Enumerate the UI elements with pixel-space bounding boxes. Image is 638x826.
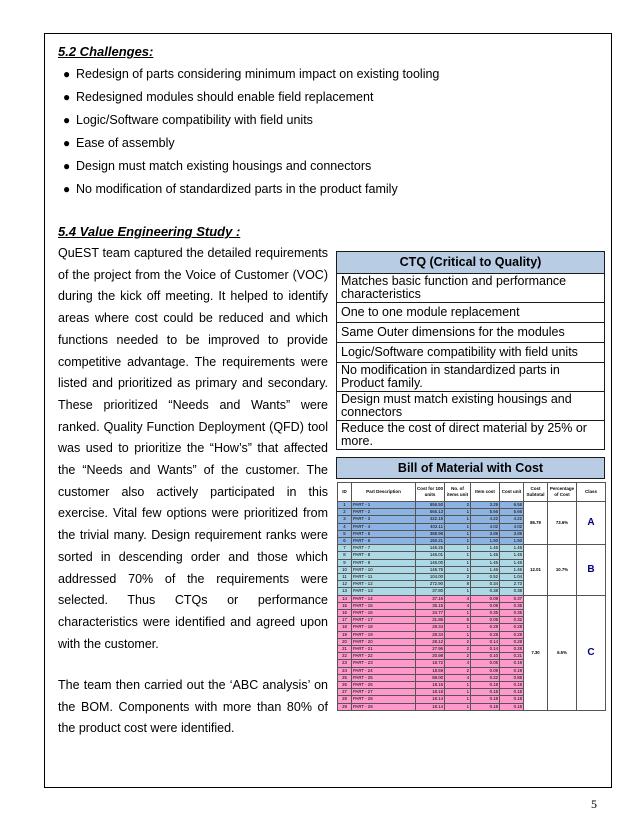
bom-cell-items: 4 xyxy=(445,674,471,681)
bom-cell-item-cost: 0.10 xyxy=(471,653,500,660)
bom-cell-id: 18 xyxy=(338,624,352,631)
bom-cell-unit: 1.46 xyxy=(500,559,524,566)
bom-cell-desc: PART - 7 xyxy=(352,545,416,552)
bom-cell-unit: 0.28 xyxy=(500,638,524,645)
bom-cell-id: 24 xyxy=(338,667,352,674)
bom-cell-id: 13 xyxy=(338,588,352,595)
bom-cell-cost: 556.50 xyxy=(416,502,445,509)
bullet-icon: ● xyxy=(63,90,71,104)
bom-cell-items: 1 xyxy=(445,689,471,696)
bom-cell-unit: 0.35 xyxy=(500,610,524,617)
bom-col-header: Cost Subtotal xyxy=(524,483,548,502)
bom-cell-cost: 18.14 xyxy=(416,703,445,710)
bom-col-header: Percentage of Cost xyxy=(548,483,577,502)
abc-analysis-paragraph: The team then carried out the ‘ABC analysis’ on the BOM. Components with more than 80% of the product cost were identified. xyxy=(58,678,328,736)
bom-cell-id: 10 xyxy=(338,566,352,573)
bom-cell-item-cost: 1.46 xyxy=(471,552,500,559)
bom-cell-desc: PART - 24 xyxy=(352,667,416,674)
bom-cell-unit: 1.46 xyxy=(500,566,524,573)
bom-cell-items: 2 xyxy=(445,502,471,509)
bom-class: C xyxy=(577,595,606,710)
bom-cell-item-cost: 3.29 xyxy=(471,502,500,509)
bom-cell-cost: 150.21 xyxy=(416,538,445,545)
bom-cell-unit: 1.46 xyxy=(500,552,524,559)
page-number: 5 xyxy=(591,797,597,811)
bom-cell-cost: 422.15 xyxy=(416,516,445,523)
bom-cell-cost: 145.75 xyxy=(416,566,445,573)
bom-cell-unit: 0.18 xyxy=(500,689,524,696)
bom-cell-item-cost: 0.35 xyxy=(471,610,500,617)
bom-cell-id: 22 xyxy=(338,653,352,660)
bom-cell-items: 4 xyxy=(445,660,471,667)
bom-col-header: Class xyxy=(577,483,606,502)
table-row xyxy=(338,502,606,509)
bom-cell-cost: 34.77 xyxy=(416,610,445,617)
bom-cell-desc: PART - 4 xyxy=(352,523,416,530)
bom-cell-item-cost: 5.66 xyxy=(471,509,500,516)
bom-cell-id: 3 xyxy=(338,516,352,523)
bom-cell-items: 1 xyxy=(445,588,471,595)
bom-cell-unit: 0.18 xyxy=(500,703,524,710)
bom-cell-items: 1 xyxy=(445,530,471,537)
bom-cell-item-cost: 0.14 xyxy=(471,646,500,653)
bom-cell-item-cost: 0.28 xyxy=(471,631,500,638)
bom-cell-id: 6 xyxy=(338,538,352,545)
bom-cell-unit: 0.19 xyxy=(500,667,524,674)
bullet-icon: ● xyxy=(63,136,71,150)
bom-cell-items: 2 xyxy=(445,646,471,653)
bom-cell-item-cost: 0.09 xyxy=(471,602,500,609)
bom-cell-unit: 6.58 xyxy=(500,502,524,509)
bom-cell-desc: PART - 11 xyxy=(352,574,416,581)
bom-cell-cost: 272.90 xyxy=(416,581,445,588)
bom-cell-cost: 18.72 xyxy=(416,660,445,667)
bom-cell-items: 1 xyxy=(445,509,471,516)
ctq-row: One to one module replacement xyxy=(337,303,605,323)
ctq-row: Design must match existing housings and connectors xyxy=(337,392,605,421)
bom-cell-items: 1 xyxy=(445,559,471,566)
challenge-item: ● Design must match existing housings and connectors xyxy=(63,159,372,173)
bom-cell-cost: 18.14 xyxy=(416,696,445,703)
bom-cell-cost: 88.00 xyxy=(416,674,445,681)
bom-cell-unit: 5.66 xyxy=(500,509,524,516)
bom-col-header: Cost for 100 units xyxy=(416,483,445,502)
bom-cell-id: 4 xyxy=(338,523,352,530)
bom-cell-id: 5 xyxy=(338,530,352,537)
bom-cell-cost: 146.00 xyxy=(416,559,445,566)
bom-cell-items: 1 xyxy=(445,538,471,545)
bom-cell-items: 1 xyxy=(445,516,471,523)
bom-cell-unit: 0.38 xyxy=(500,588,524,595)
ctq-row: No modification in standardized parts in Product family. xyxy=(337,363,605,392)
bom-cell-item-cost: 0.05 xyxy=(471,660,500,667)
bom-cell-items: 1 xyxy=(445,696,471,703)
bom-body xyxy=(338,502,606,711)
bom-col-header: No. of items unit xyxy=(445,483,471,502)
bom-cell-items: 1 xyxy=(445,566,471,573)
bom-cell-desc: PART - 15 xyxy=(352,602,416,609)
bom-cell-cost: 20.98 xyxy=(416,653,445,660)
bom-cell-desc: PART - 26 xyxy=(352,682,416,689)
bom-cell-item-cost: 4.22 xyxy=(471,516,500,523)
bom-title: Bill of Material with Cost xyxy=(336,457,605,479)
bom-cell-cost: 27.96 xyxy=(416,646,445,653)
bom-cell-unit: 1.04 xyxy=(500,574,524,581)
bom-cell-item-cost: 1.46 xyxy=(471,559,500,566)
bom-cell-item-cost: 4.02 xyxy=(471,523,500,530)
bom-cell-cost: 18.16 xyxy=(416,682,445,689)
bom-cell-items: 2 xyxy=(445,653,471,660)
bom-cell-item-cost: 0.18 xyxy=(471,689,500,696)
bom-cell-desc: PART - 19 xyxy=(352,631,416,638)
bom-cell-cost: 104.00 xyxy=(416,574,445,581)
bom-cell-item-cost: 1.46 xyxy=(471,545,500,552)
challenge-item: ● Logic/Software compatibility with field units xyxy=(63,113,313,127)
bom-cell-desc: PART - 3 xyxy=(352,516,416,523)
ctq-row: Matches basic function and performance characteristics xyxy=(337,274,605,303)
bom-cell-desc: PART - 18 xyxy=(352,624,416,631)
bom-cell-desc: PART - 27 xyxy=(352,689,416,696)
bom-cell-desc: PART - 29 xyxy=(352,703,416,710)
bom-cell-items: 1 xyxy=(445,703,471,710)
bom-cell-item-cost: 0.18 xyxy=(471,682,500,689)
bom-cell-items: 4 xyxy=(445,595,471,602)
bom-cell-items: 1 xyxy=(445,545,471,552)
table-row xyxy=(338,545,606,552)
bom-subtotal: 12.01 xyxy=(524,545,548,595)
bom-cell-cost: 35.15 xyxy=(416,602,445,609)
bom-cell-desc: PART - 28 xyxy=(352,696,416,703)
bom-cell-desc: PART - 14 xyxy=(352,595,416,602)
bom-cell-unit: 1.50 xyxy=(500,538,524,545)
bom-cell-cost: 402.11 xyxy=(416,523,445,530)
table-row xyxy=(338,595,606,602)
bom-cell-desc: PART - 25 xyxy=(352,674,416,681)
bom-percentage: 10.7% xyxy=(548,545,577,595)
bom-cell-unit: 0.88 xyxy=(500,674,524,681)
bom-cell-cost: 18.16 xyxy=(416,689,445,696)
bom-percentage: 6.5% xyxy=(548,595,577,710)
bom-cell-unit: 4.22 xyxy=(500,516,524,523)
bom-cell-id: 25 xyxy=(338,674,352,681)
bom-cell-id: 19 xyxy=(338,631,352,638)
bom-cell-item-cost: 0.28 xyxy=(471,624,500,631)
bom-cell-item-cost: 0.34 xyxy=(471,581,500,588)
ctq-table xyxy=(336,251,605,450)
bom-cell-cost: 28.34 xyxy=(416,631,445,638)
bom-cell-desc: PART - 17 xyxy=(352,617,416,624)
bom-cell-items: 1 xyxy=(445,610,471,617)
bom-cell-items: 1 xyxy=(445,631,471,638)
bom-cell-unit: 1.46 xyxy=(500,545,524,552)
bom-cell-id: 9 xyxy=(338,559,352,566)
bom-cell-item-cost: 3.89 xyxy=(471,530,500,537)
bom-cell-id: 14 xyxy=(338,595,352,602)
bom-cell-unit: 0.35 xyxy=(500,602,524,609)
bom-cell-item-cost: 1.46 xyxy=(471,566,500,573)
bom-col-header: Part Description xyxy=(352,483,416,502)
bom-cell-id: 15 xyxy=(338,602,352,609)
bom-cell-unit: 0.37 xyxy=(500,595,524,602)
bom-cell-desc: PART - 13 xyxy=(352,588,416,595)
bom-cell-cost: 566.13 xyxy=(416,509,445,516)
bom-cell-id: 11 xyxy=(338,574,352,581)
bom-cell-item-cost: 0.14 xyxy=(471,638,500,645)
challenge-item: ● Redesigned modules should enable field replacement xyxy=(63,90,374,104)
bom-cell-id: 21 xyxy=(338,646,352,653)
bom-cell-unit: 0.32 xyxy=(500,617,524,624)
value-engineering-heading: 5.4 Value Engineering Study : xyxy=(58,224,241,239)
bom-cell-items: 2 xyxy=(445,574,471,581)
bom-subtotal: 7.30 xyxy=(524,595,548,710)
bom-cell-id: 26 xyxy=(338,682,352,689)
bom-cell-desc: PART - 1 xyxy=(352,502,416,509)
bom-cell-id: 23 xyxy=(338,660,352,667)
bom-cell-unit: 0.28 xyxy=(500,646,524,653)
bom-cell-cost: 37.80 xyxy=(416,588,445,595)
bom-cell-desc: PART - 10 xyxy=(352,566,416,573)
bom-cell-desc: PART - 9 xyxy=(352,559,416,566)
bom-cell-items: 8 xyxy=(445,581,471,588)
bom-cell-cost: 28.34 xyxy=(416,624,445,631)
bom-cell-item-cost: 0.22 xyxy=(471,674,500,681)
bom-cell-id: 8 xyxy=(338,552,352,559)
bom-class: B xyxy=(577,545,606,595)
bom-cell-items: 1 xyxy=(445,523,471,530)
bom-cell-unit: 4.02 xyxy=(500,523,524,530)
bom-cell-cost: 18.59 xyxy=(416,667,445,674)
bom-cell-unit: 0.28 xyxy=(500,624,524,631)
bom-cell-id: 27 xyxy=(338,689,352,696)
bom-cell-item-cost: 1.50 xyxy=(471,538,500,545)
bom-cell-items: 1 xyxy=(445,624,471,631)
value-engineering-paragraph: QuEST team captured the detailed requirements of the project from the Voice of Customer (VOC) during the kick off meeting. It helped to identify areas where cost could be reduced and which functions needed to be improved to provide competitive advantage. The requirements were listed and prioritized as primary and secondary. These prioritized “Needs and Wants” were ranked. Quality Function Deployment (QFD) tool was used to prioritize the “How’s” that affected the “Needs and Wants” of the customer. The customer also actively participated in this exercise. Vital few options were prioritized from the trivial many. Design requirement ranks were sorted in descending order and those which addressed 70% of the requirements were selected. Thus CTQs or performance characteristics were identified and agreed upon with the customer. xyxy=(58,246,328,651)
bom-cell-items: 4 xyxy=(445,602,471,609)
challenges-list xyxy=(58,66,439,204)
bullet-icon: ● xyxy=(63,67,71,81)
bom-cell-id: 20 xyxy=(338,638,352,645)
bom-cell-item-cost: 0.05 xyxy=(471,617,500,624)
ctq-header: CTQ (Critical to Quality) xyxy=(337,252,605,274)
bom-col-header: Item cost xyxy=(471,483,500,502)
bom-cell-items: 1 xyxy=(445,552,471,559)
bom-cell-cost: 146.25 xyxy=(416,545,445,552)
bom-cell-item-cost: 0.09 xyxy=(471,595,500,602)
bom-cell-id: 17 xyxy=(338,617,352,624)
bom-cell-item-cost: 0.52 xyxy=(471,574,500,581)
ctq-row: Logic/Software compatibility with field units xyxy=(337,343,605,363)
bom-cell-desc: PART - 6 xyxy=(352,538,416,545)
bom-table xyxy=(337,482,606,711)
bom-cell-unit: 2.73 xyxy=(500,581,524,588)
bom-cell-desc: PART - 12 xyxy=(352,581,416,588)
bom-cell-id: 16 xyxy=(338,610,352,617)
bom-cell-items: 1 xyxy=(445,682,471,689)
bom-cell-item-cost: 0.38 xyxy=(471,588,500,595)
bom-cell-desc: PART - 16 xyxy=(352,610,416,617)
challenge-item: ● No modification of standardized parts in the product family xyxy=(63,182,398,196)
bom-cell-desc: PART - 22 xyxy=(352,653,416,660)
bom-cell-desc: PART - 8 xyxy=(352,552,416,559)
bom-cell-cost: 388.98 xyxy=(416,530,445,537)
bom-cell-item-cost: 0.18 xyxy=(471,703,500,710)
bom-cell-unit: 3.89 xyxy=(500,530,524,537)
challenge-item: ● Ease of assembly xyxy=(63,136,175,150)
bullet-icon: ● xyxy=(63,113,71,127)
bom-subtotal: 86.79 xyxy=(524,502,548,545)
bom-cell-items: 2 xyxy=(445,638,471,645)
bom-col-header: Cost unit xyxy=(500,483,524,502)
bom-cell-unit: 0.18 xyxy=(500,682,524,689)
ctq-row: Reduce the cost of direct material by 25% or more. xyxy=(337,421,605,450)
bom-cell-item-cost: 0.18 xyxy=(471,696,500,703)
bom-cell-cost: 28.12 xyxy=(416,638,445,645)
bom-cell-desc: PART - 20 xyxy=(352,638,416,645)
bom-cell-unit: 0.21 xyxy=(500,653,524,660)
bom-cell-id: 28 xyxy=(338,696,352,703)
bom-cell-id: 12 xyxy=(338,581,352,588)
bom-cell-cost: 31.86 xyxy=(416,617,445,624)
bullet-icon: ● xyxy=(63,182,71,196)
bom-cell-item-cost: 0.09 xyxy=(471,667,500,674)
bom-cell-desc: PART - 23 xyxy=(352,660,416,667)
bom-cell-cost: 146.01 xyxy=(416,552,445,559)
bom-class: A xyxy=(577,502,606,545)
challenges-heading: 5.2 Challenges: xyxy=(58,44,154,59)
ctq-row: Same Outer dimensions for the modules xyxy=(337,323,605,343)
bullet-icon: ● xyxy=(63,159,71,173)
bom-cell-desc: PART - 2 xyxy=(352,509,416,516)
bom-cell-desc: PART - 21 xyxy=(352,646,416,653)
bom-cell-id: 29 xyxy=(338,703,352,710)
bom-cell-id: 2 xyxy=(338,509,352,516)
bom-cell-desc: PART - 5 xyxy=(352,530,416,537)
bom-cell-items: 2 xyxy=(445,667,471,674)
bom-cell-unit: 0.28 xyxy=(500,631,524,638)
bom-cell-cost: 37.16 xyxy=(416,595,445,602)
bom-cell-items: 6 xyxy=(445,617,471,624)
bom-cell-unit: 0.19 xyxy=(500,660,524,667)
bom-col-header: ID xyxy=(338,483,352,502)
bom-cell-id: 7 xyxy=(338,545,352,552)
bom-cell-id: 1 xyxy=(338,502,352,509)
challenge-item: ● Redesign of parts considering minimum impact on existing tooling xyxy=(63,67,440,81)
bom-cell-unit: 0.18 xyxy=(500,696,524,703)
bom-percentage: 73.6% xyxy=(548,502,577,545)
